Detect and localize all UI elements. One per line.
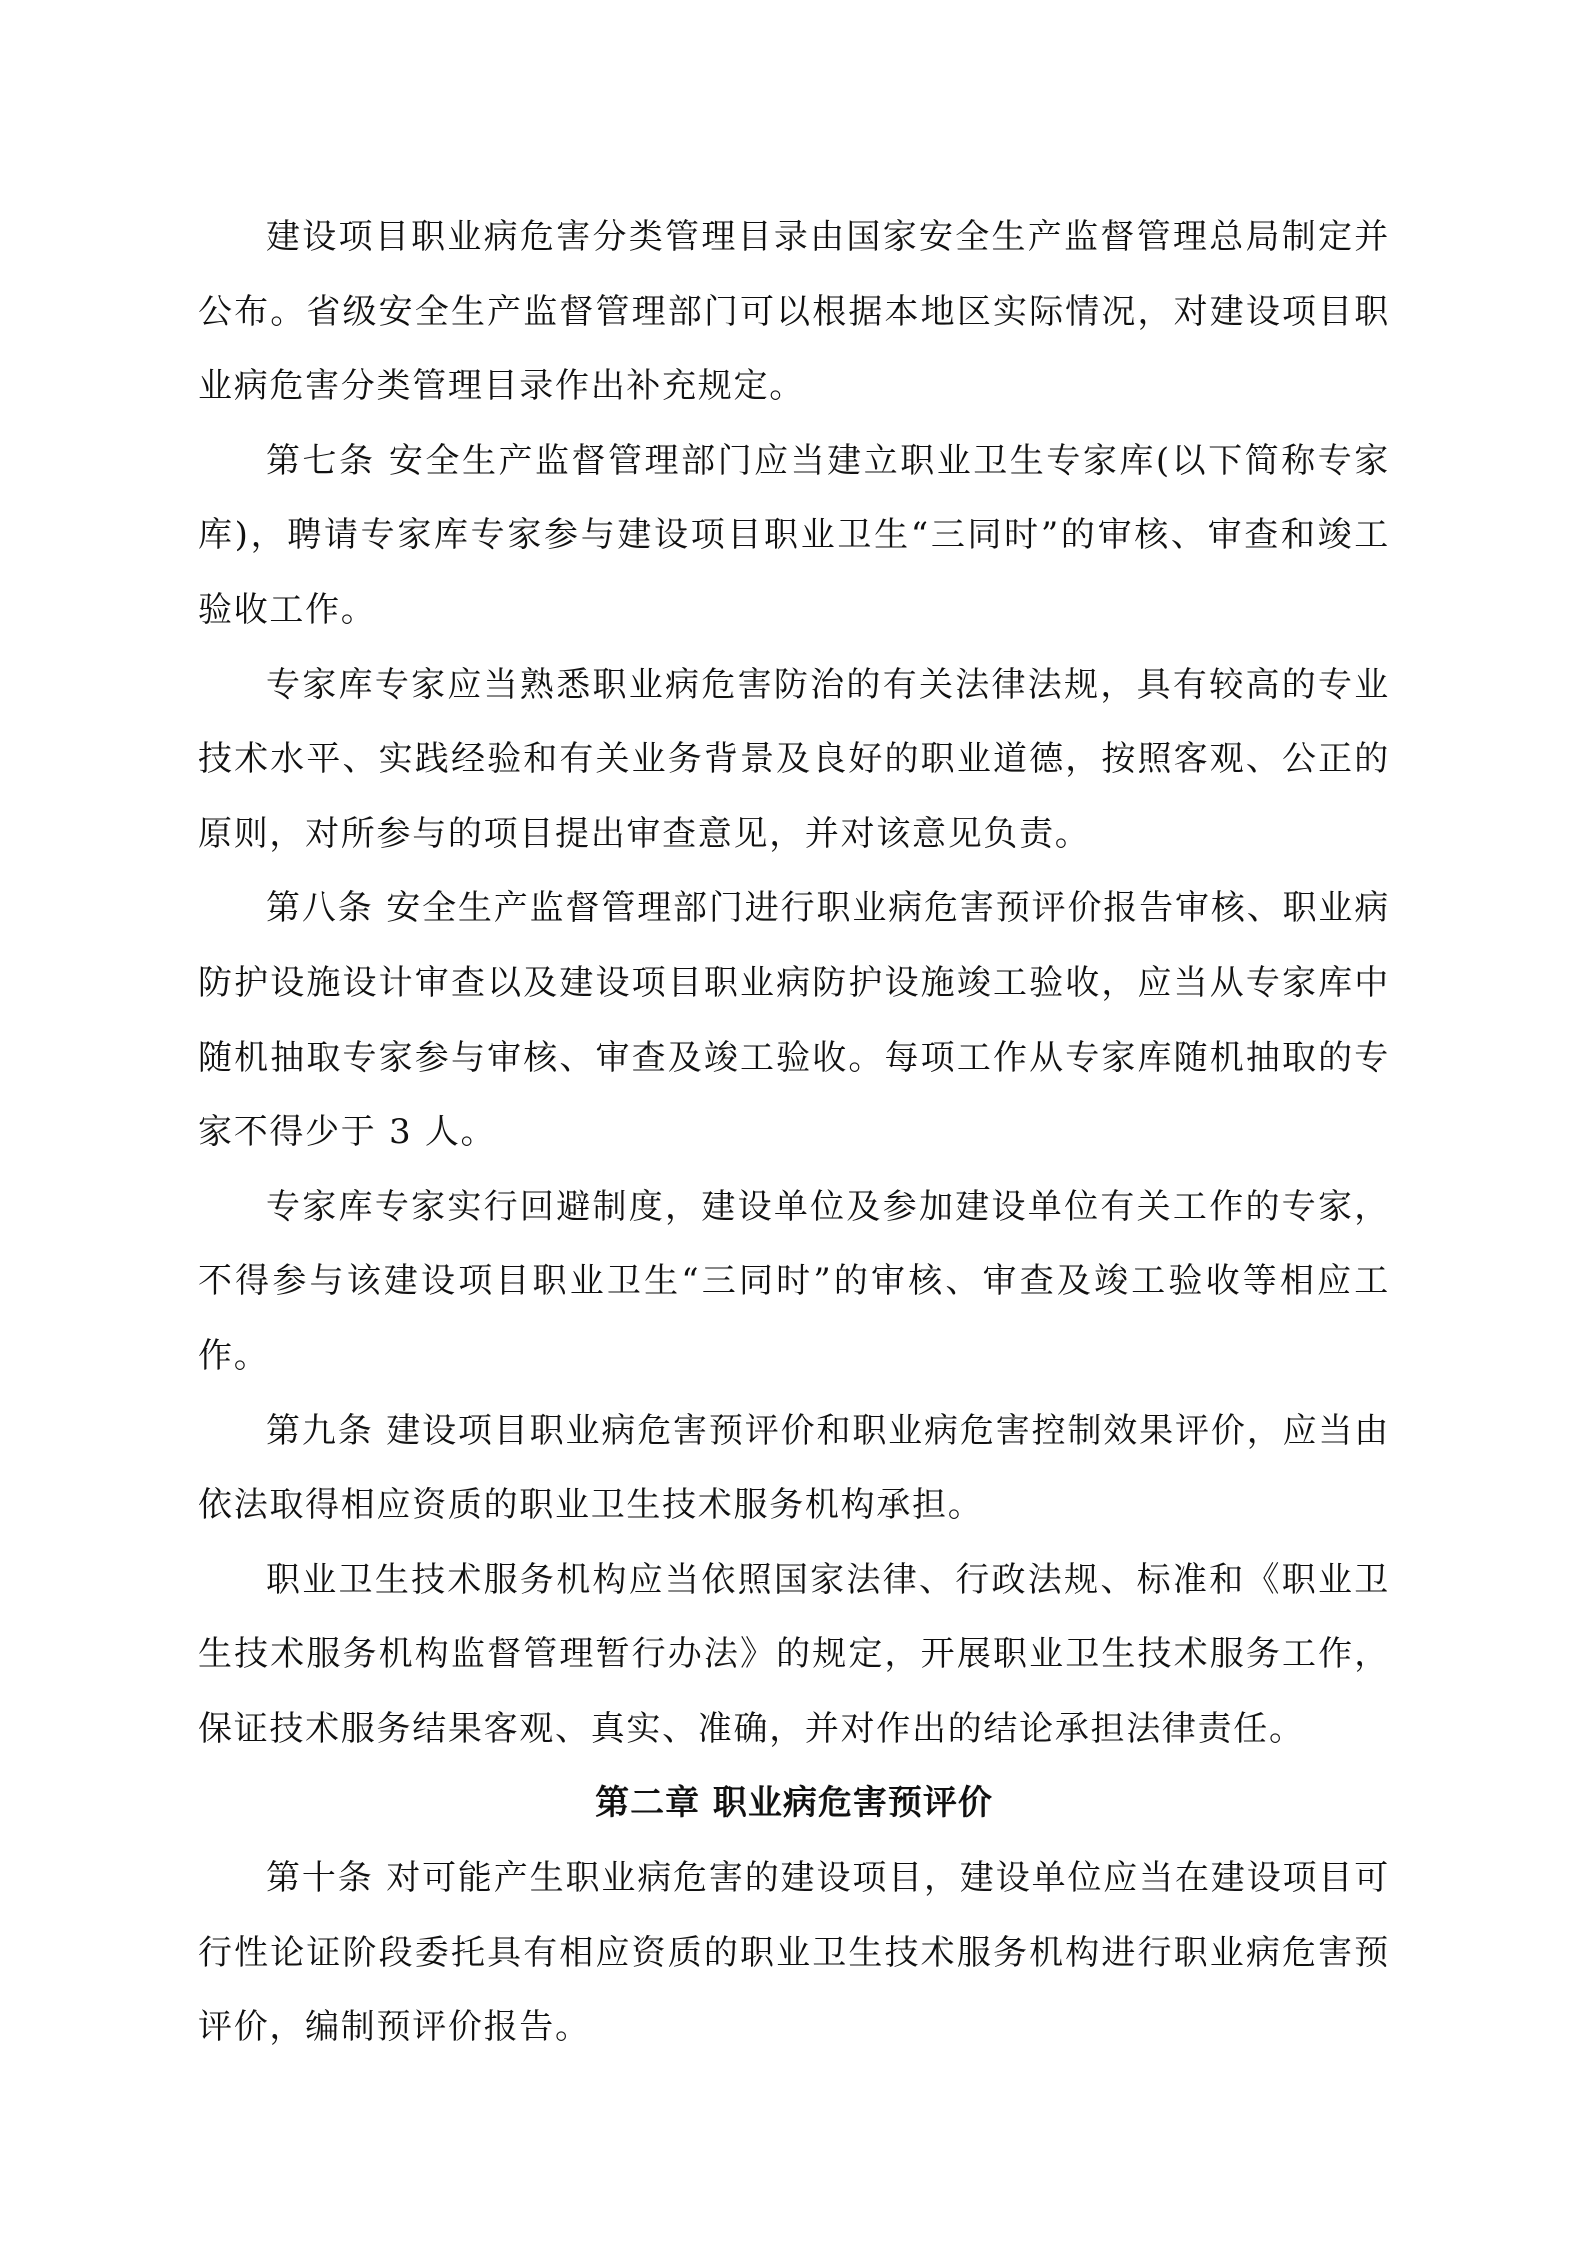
document-page [198,200,1390,2065]
paragraph-article-10: 第十条 对可能产生职业病危害的建设项目，建设单位应当在建设项目可行性论证阶段委托具有相应资质的职业卫生技术服务机构进行职业病危害预评价，编制预评价报告。 [198,1858,1390,2048]
paragraph-article-9: 第九条 建设项目职业病危害预评价和职业病危害控制效果评价，应当由依法取得相应资质的职业卫生技术服务机构承担。 [198,1410,1390,1526]
paragraph-expert-recusal: 专家库专家实行回避制度，建设单位及参加建设单位有关工作的专家，不得参与该建设项目职业卫生“三同时”的审核、审查及竣工验收等相应工作。 [198,1186,1390,1376]
paragraph-service-institutions: 职业卫生技术服务机构应当依照国家法律、行政法规、标准和《职业卫生技术服务机构监督管理暂行办法》的规定，开展职业卫生技术服务工作，保证技术服务结果客观、真实、准确，并对作出的结论承担法律责任。 [198,1559,1390,1749]
paragraph-classification-catalog: 建设项目职业病危害分类管理目录由国家安全生产监督管理总局制定并公布。省级安全生产监督管理部门可以根据本地区实际情况，对建设项目职业病危害分类管理目录作出补充规定。 [198,217,1390,407]
paragraph-article-8: 第八条 安全生产监督管理部门进行职业病危害预评价报告审核、职业病防护设施设计审查以及建设项目职业病防护设施竣工验收，应当从专家库中随机抽取专家参与审核、审查及竣工验收。每项工作从专家库随机抽取的专家不得少于 3 人。 [198,888,1390,1153]
paragraph-expert-requirements: 专家库专家应当熟悉职业病危害防治的有关法律法规，具有较高的专业技术水平、实践经验和有关业务背景及良好的职业道德，按照客观、公正的原则，对所参与的项目提出审查意见，并对该意见负责。 [198,664,1390,854]
paragraph-article-7: 第七条 安全生产监督管理部门应当建立职业卫生专家库(以下简称专家库)，聘请专家库专家参与建设项目职业卫生“三同时”的审核、审查和竣工验收工作。 [198,440,1390,630]
chapter-heading: 第二章 职业病危害预评价 [595,1783,993,1824]
